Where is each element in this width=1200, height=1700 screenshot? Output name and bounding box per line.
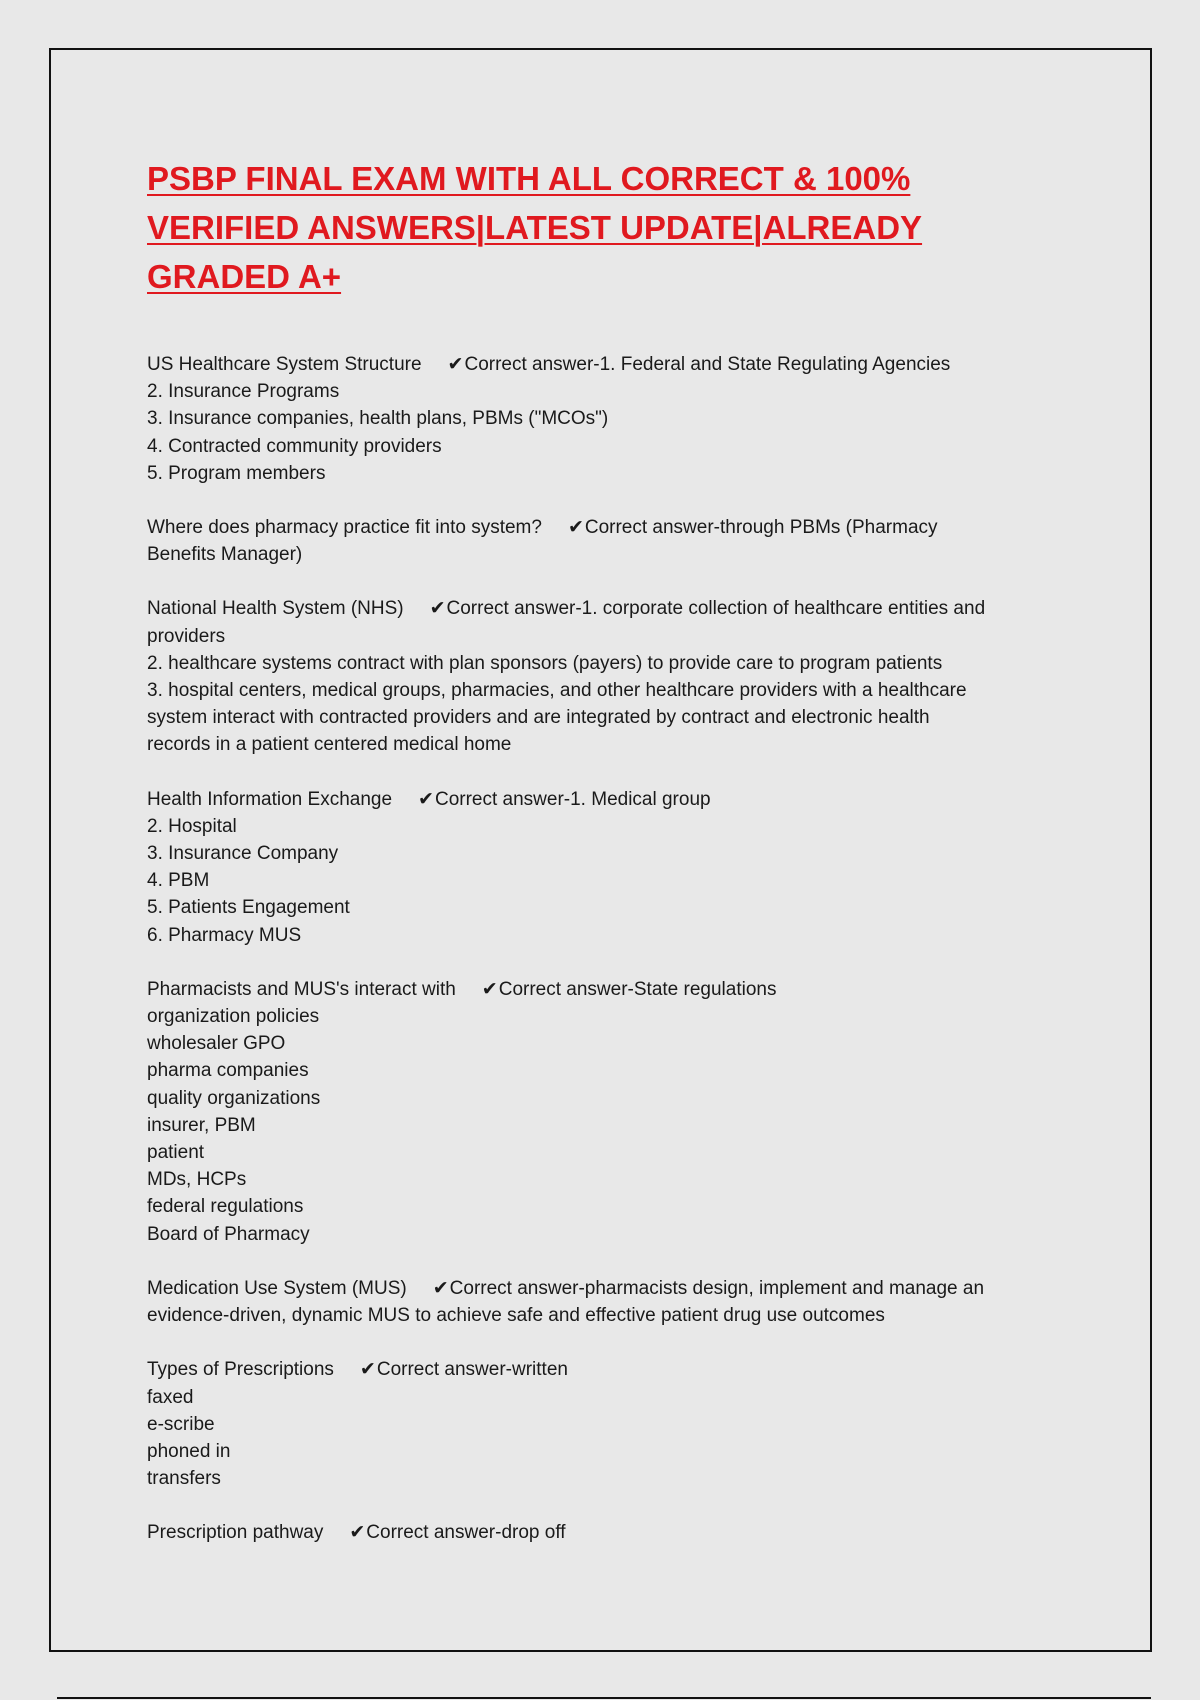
answer-line: transfers [147, 1468, 221, 1490]
qa-question-line [147, 351, 1107, 378]
answer-line: 3. Insurance companies, health plans, PBMs ("MCOs") [147, 408, 609, 430]
answer-text: Correct answer-1. corporate collection of healthcare entities and [446, 598, 986, 620]
answer-line: 5. Patients Engagement [147, 897, 350, 919]
qa-list [147, 351, 1107, 1547]
checkmark-icon: ✔ [349, 1522, 366, 1544]
qa-item [147, 1519, 1107, 1546]
answer-line: MDs, HCPs [147, 1169, 247, 1191]
qa-item [147, 976, 1107, 1248]
question-text: National Health System (NHS) [147, 598, 404, 620]
checkmark-icon: ✔ [567, 517, 584, 539]
answer-line: patient [147, 1142, 205, 1164]
question-text: Health Information Exchange [147, 788, 393, 810]
answer-text: Correct answer-1. Federal and State Regulating Agencies [464, 354, 951, 375]
answer-text: Correct answer-pharmacists design, implement and manage an [449, 1277, 985, 1299]
answer-line: organization policies [147, 1006, 320, 1028]
answer-line: records in a patient centered medical home [147, 734, 512, 756]
answer-text: Correct answer-1. Medical group [434, 788, 711, 810]
question-text: Prescription pathway [147, 1522, 324, 1544]
qa-question-line [147, 786, 1107, 813]
qa-item [147, 514, 1107, 568]
document-page [49, 48, 1152, 1652]
document-content [147, 154, 1107, 1574]
answer-line: 3. hospital centers, medical groups, pharmacies, and other healthcare providers with a healthcare [147, 680, 967, 702]
qa-question-line [147, 1356, 1107, 1383]
answer-line: phoned in [147, 1440, 231, 1462]
checkmark-icon: ✔ [429, 598, 446, 620]
answer-line: faxed [147, 1386, 194, 1408]
answer-line: 4. PBM [147, 870, 210, 892]
qa-question-line [147, 595, 1107, 622]
qa-question-line [147, 1275, 1107, 1302]
qa-question-line [147, 1519, 1107, 1546]
question-text: US Healthcare System Structure [147, 354, 422, 375]
qa-item [147, 1356, 1107, 1492]
checkmark-icon: ✔ [432, 1277, 449, 1299]
answer-line: wholesaler GPO [147, 1033, 286, 1055]
answer-line: quality organizations [147, 1087, 321, 1109]
qa-item [147, 786, 1107, 949]
answer-line: Benefits Manager) [147, 544, 303, 566]
answer-line: insurer, PBM [147, 1114, 256, 1136]
answer-line: Board of Pharmacy [147, 1223, 310, 1245]
question-text: Types of Prescriptions [147, 1359, 334, 1381]
checkmark-icon: ✔ [359, 1359, 376, 1381]
answer-text: Correct answer-State regulations [498, 978, 777, 1000]
answer-text: Correct answer-drop off [366, 1522, 566, 1544]
question-text: Where does pharmacy practice fit into system? [147, 517, 542, 539]
answer-line: 3. Insurance Company [147, 843, 339, 865]
answer-line: pharma companies [147, 1060, 309, 1082]
qa-item [147, 351, 1107, 487]
answer-line: 5. Program members [147, 462, 326, 484]
answer-line: 2. Hospital [147, 815, 237, 837]
answer-line: federal regulations [147, 1196, 304, 1218]
qa-question-line [147, 976, 1107, 1003]
answer-line: 4. Contracted community providers [147, 435, 442, 457]
answer-line: 2. healthcare systems contract with plan sponsors (payers) to provide care to program patients [147, 652, 943, 674]
checkmark-icon: ✔ [418, 788, 434, 810]
qa-question-line [147, 514, 1107, 541]
answer-line: 6. Pharmacy MUS [147, 924, 302, 946]
title-line: VERIFIED ANSWERS|LATEST UPDATE|ALREADY [147, 209, 923, 246]
title-line: PSBP FINAL EXAM WITH ALL CORRECT & 100% [147, 160, 911, 197]
answer-line: 2. Insurance Programs [147, 381, 340, 403]
checkmark-icon: ✔ [447, 354, 464, 375]
answer-text: Correct answer-through PBMs (Pharmacy [584, 517, 938, 539]
answer-line: evidence-driven, dynamic MUS to achieve safe and effective patient drug use outcomes [147, 1305, 885, 1327]
answer-line: providers [147, 625, 226, 647]
answer-text: Correct answer-written [376, 1359, 568, 1381]
question-text: Medication Use System (MUS) [147, 1277, 407, 1299]
question-text: Pharmacists and MUS's interact with [147, 978, 456, 1000]
document-title [147, 154, 1107, 301]
next-page-border [57, 1697, 1151, 1699]
title-line: GRADED A+ [147, 258, 342, 295]
answer-line: e-scribe [147, 1413, 215, 1435]
checkmark-icon: ✔ [481, 978, 498, 1000]
answer-line: system interact with contracted providers and are integrated by contract and electronic health [147, 707, 930, 729]
qa-item [147, 1275, 1107, 1329]
qa-item [147, 595, 1107, 758]
